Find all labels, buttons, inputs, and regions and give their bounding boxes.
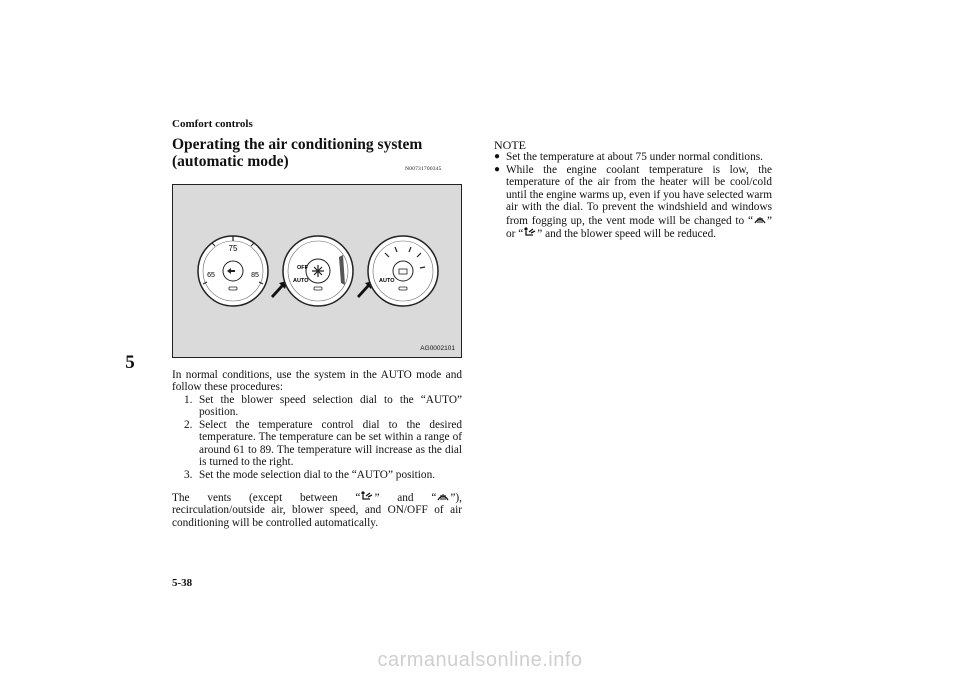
- defrost-icon: [753, 214, 767, 225]
- fan-label-off: OFF: [297, 265, 308, 271]
- closing-paragraph: [172, 491, 462, 529]
- mode-selection-dial: [368, 236, 438, 306]
- closing-text-suffix: ”), recirculation/outside air, blower speed, and ON/OFF of air conditioning will be controlled automatically.: [172, 492, 462, 529]
- step-text: Select the temperature control dial to the desired temperature. The temperature can be set within a range of around 61 to 89. The temperature will increase as the dial is turned to the right.: [199, 419, 462, 469]
- temp-label-mid: 75: [228, 244, 238, 253]
- page-title: Operating the air conditioning system (automatic mode): [172, 136, 423, 170]
- step-2: [172, 419, 462, 469]
- step-text: Set the blower speed selection dial to the “AUTO” position.: [199, 394, 462, 419]
- note-label: NOTE: [494, 138, 526, 152]
- foot-vent-icon: [360, 491, 374, 502]
- foot-vent-icon: [523, 227, 537, 238]
- temp-label-low: 65: [207, 272, 215, 279]
- climate-dials-drawing: [173, 185, 463, 359]
- note-text-end: ” and the blower speed will be reduced.: [537, 228, 717, 241]
- note-text-middle: ” or “: [506, 214, 772, 241]
- note-bullet-1: [494, 151, 772, 163]
- bullet-icon: ●: [494, 151, 501, 162]
- temp-label-high: 85: [251, 272, 259, 279]
- step-number: 3.: [184, 469, 193, 481]
- intro-paragraph: In normal conditions, use the system in the AUTO mode and follow these procedures:: [172, 369, 462, 394]
- page-number: 5-38: [172, 577, 193, 589]
- step-number: 2.: [184, 419, 193, 431]
- step-1: [172, 394, 462, 419]
- fan-label-auto: AUTO: [293, 278, 309, 284]
- climate-control-illustration: [172, 184, 462, 358]
- figure-id: AG0002101: [420, 345, 455, 352]
- closing-text-middle: ” and “: [374, 492, 437, 504]
- note-text: Set the temperature at about 75 under normal conditions.: [506, 151, 763, 163]
- bullet-icon: ●: [494, 164, 501, 175]
- note-text: While the engine coolant temperature is low, the temperature of the air from the heater will be cool/cold until the engine warms up, even if you have selected warm air with the dial. To prevent the windshield and windows from fogging up, the vent mode will be changed to “: [506, 164, 772, 227]
- step-3: [172, 469, 462, 481]
- mode-label-auto: AUTO: [379, 278, 395, 284]
- closing-text-prefix: The vents (except between “: [172, 492, 361, 504]
- blower-speed-dial: [283, 236, 353, 306]
- note-bullet-2: [494, 164, 772, 240]
- defrost-icon: [436, 491, 450, 502]
- step-text: Set the mode selection dial to the “AUTO” position.: [199, 469, 436, 481]
- watermark[interactable]: carmanualsonline.info: [377, 649, 583, 671]
- step-number: 1.: [184, 394, 193, 406]
- reference-code: N00731700345: [405, 166, 442, 172]
- section-header: Comfort controls: [172, 118, 253, 130]
- chapter-tab: 5: [125, 352, 135, 373]
